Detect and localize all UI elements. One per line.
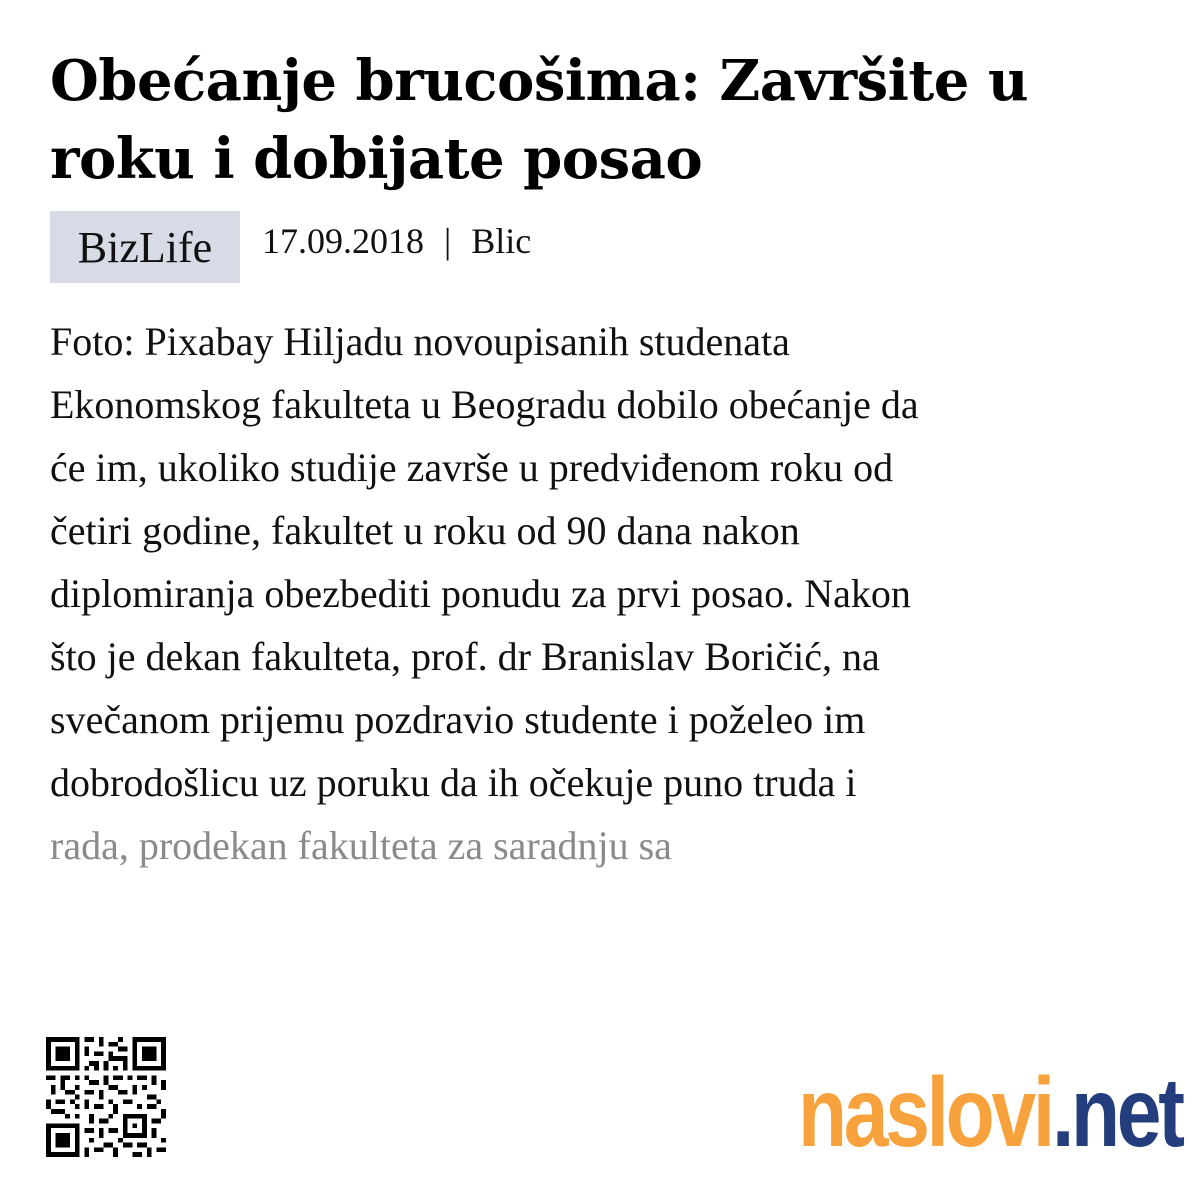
- logo-text-secondary: .net: [1051, 1057, 1182, 1167]
- article-date: 17.09.2018: [262, 221, 424, 261]
- logo-text-primary: naslovi: [798, 1057, 1052, 1167]
- body-line: Ekonomskog fakulteta u Beogradu dobilo obećanje da: [50, 382, 919, 427]
- category-badge[interactable]: BizLife: [50, 211, 240, 283]
- body-line: će im, ukoliko studije završe u predviđenom roku od: [50, 445, 894, 490]
- article-source[interactable]: Blic: [471, 221, 532, 261]
- article-title: Obećanje brucošima: Završite u roku i dobijate posao: [50, 48, 1029, 192]
- body-line: dobrodošlicu uz poruku da ih očekuje puno truda i: [50, 760, 857, 805]
- body-line: diplomiranja obezbediti ponudu za prvi posao. Nakon: [50, 571, 911, 616]
- article-body: [50, 310, 1160, 877]
- naslovi-logo[interactable]: [798, 1057, 1182, 1167]
- article-meta: [50, 211, 531, 283]
- body-line: što je dekan fakulteta, prof. dr Branislav Boričić, na: [50, 634, 880, 679]
- qr-code-icon[interactable]: [46, 1037, 166, 1157]
- body-line: svečanom prijemu pozdravio studente i poželeo im: [50, 697, 866, 742]
- body-line-faded: rada, prodekan fakulteta za saradnju sa: [50, 823, 672, 868]
- body-line: četiri godine, fakultet u roku od 90 dana nakon: [50, 508, 800, 553]
- meta-separator: |: [444, 221, 452, 261]
- body-line: Foto: Pixabay Hiljadu novoupisanih studenata: [50, 319, 790, 364]
- meta-info: [262, 220, 531, 262]
